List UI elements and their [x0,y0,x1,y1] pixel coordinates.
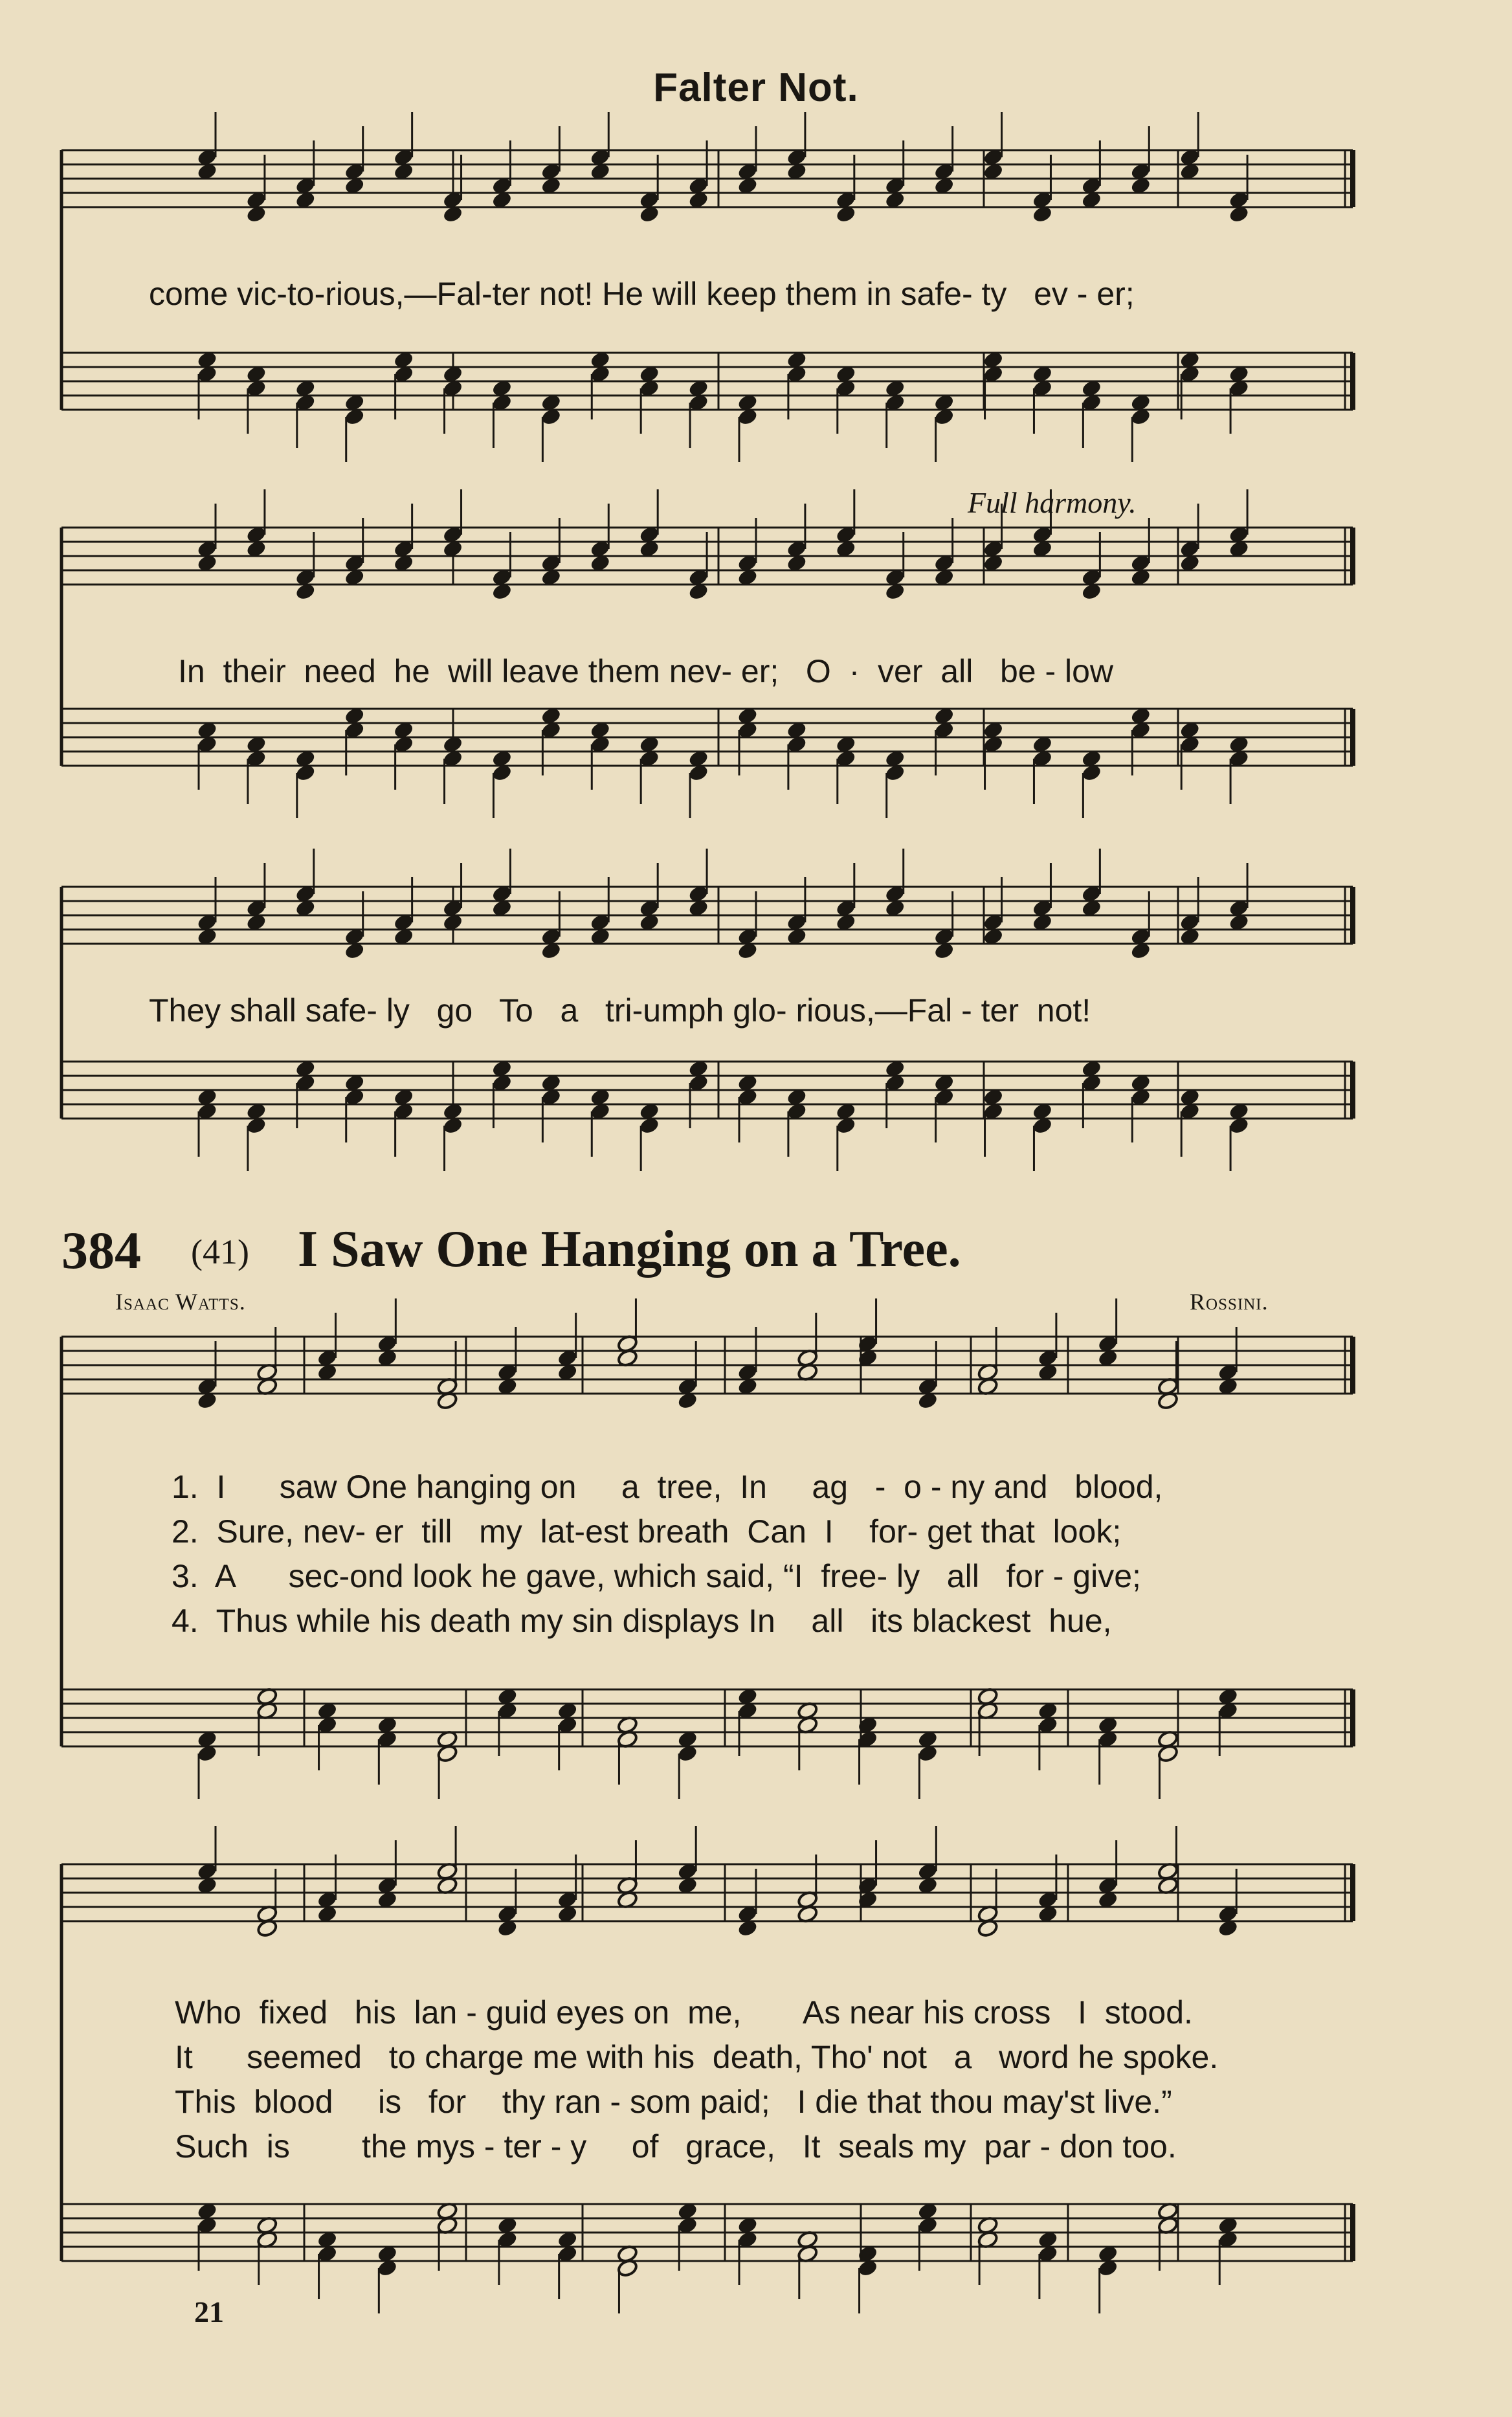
hymn-heading [61,1220,1453,1285]
hymn-author: Isaac Watts. [115,1289,246,1315]
hymn-title: I Saw One Hanging on a Tree. [298,1221,961,1278]
page-number: 21 [194,2295,224,2328]
hymn-composer: Rossini. [1190,1289,1269,1315]
upper-lyric-line-3: They shall safe- ly go To a tri-umph glo- rious,—Fal - ter not! [149,992,1091,1029]
verse-2-line-b: It seemed to charge me with his death, Tho' not a word he spoke. [175,2039,1219,2075]
full-harmony-annotation: Full harmony. [968,486,1137,519]
hymn-number: 384 [61,1221,141,1280]
verse-3-line-a: 3. A sec-ond look he gave, which said, “I free- ly all for - give; [172,1558,1141,1594]
verse-2-line-a: 2. Sure, nev- er till my lat-est breath Can I for- get that look; [172,1513,1122,1550]
hymn-alt-number: (41) [191,1232,249,1271]
verse-1-line-a: 1. I saw One hanging on a tree, In ag - o - ny and blood, [172,1469,1163,1505]
upper-hymn-title: Falter Not. [653,65,859,110]
verse-1-line-b: Who fixed his lan - guid eyes on me, As near his cross I stood. [175,1994,1193,2031]
upper-lyric-line-1: come vic-to-rious,—Fal-ter not! He will keep them in safe- ty ev - er; [149,276,1135,312]
verse-4-line-b: Such is the mys - ter - y of grace, It seals my par - don too. [175,2128,1177,2165]
upper-lyric-line-2: In their need he will leave them nev- er; O · ver all be - low [178,653,1114,689]
verse-4-line-a: 4. Thus while his death my sin displays In all its blackest hue, [172,1603,1112,1639]
verse-3-line-b: This blood is for thy ran - som paid; I die that thou may'st live.” [175,2084,1172,2120]
